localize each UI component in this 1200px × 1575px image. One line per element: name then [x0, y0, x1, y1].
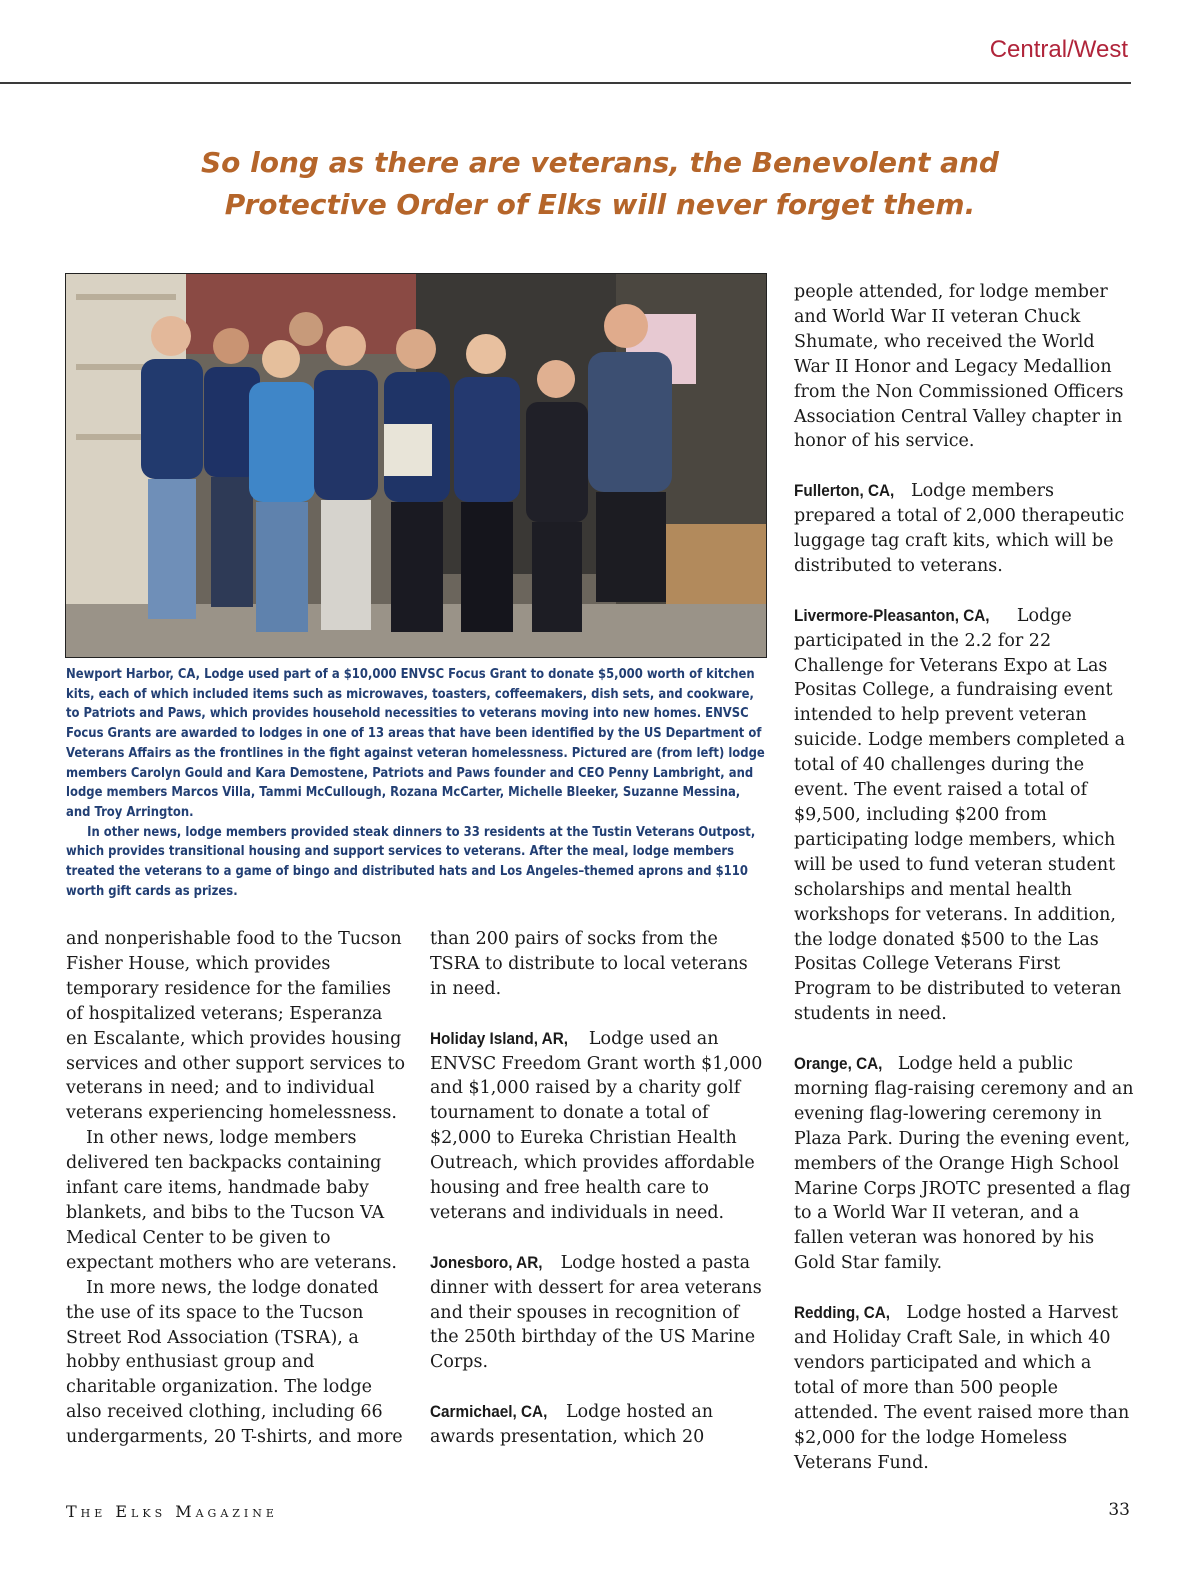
lodge-location: Carmichael, CA,: [430, 1402, 548, 1422]
paragraph-text: Lodge members prepared a total of 2,000 therapeutic luggage tag craft kits, which will be distributed to veterans.: [794, 481, 1125, 576]
paragraph: [794, 604, 1134, 1027]
paragraph: [794, 1052, 1134, 1276]
lodge-location: Fullerton, CA,: [794, 481, 895, 501]
paragraph-text: Lodge used an ENVSC Freedom Grant worth $1,000 and $1,000 raised by a charity golf tournament to donate a total of $2,000 to Eureka Christian Health Outreach, which provides affordable housing and free health care to veterans and individuals in need.: [430, 1028, 763, 1223]
pull-quote-line-1: So long as there are veterans, the Benevolent and: [201, 146, 999, 179]
paragraph-text: Lodge participated in the 2.2 for 22 Challenge for Veterans Expo at Las Positas College, a fundraising event intended to help prevent veteran suicide. Lodge members completed a total of 40 challenges during the event. The event raised a total of $9,500, including $200 from participating lodge members, which will be used to fund veteran student scholarships and mental health workshops for veterans. In addition, the lodge donated $500 to the Las Positas College Veterans First Program to be distributed to veteran students in need.: [794, 605, 1126, 1025]
caption-text: Lodge used part of a $10,000 ENVSC Focus Grant to donate $5,000 worth of kitchen kits, each of which included items such as microwaves, toasters, coffeemakers, dish sets, and cookware, to Patriots and Paws, which provides household necessities to veterans moving into new homes. ENVSC Focus Grants are awarded to lodges in one of 13 areas that have been identified by the US Department of Veterans Affairs as the frontlines in the fight against veteran homelessness. Pictured are (from left) lodge members Carolyn Gould and Kara Demostene, Patriots and Paws founder and CEO Penny Lambright, and lodge members Marcos Villa, Tammi McCullough, Rozana McCarter, Michelle Bleeker, Suzanne Messina, and Troy Arrington.: [66, 667, 765, 820]
lodge-location: Redding, CA,: [794, 1303, 891, 1323]
group-photo-icon: [66, 274, 767, 658]
paragraph-text: Lodge held a public morning flag-raising ceremony and an evening flag-lowering ceremony in Plaza Park. During the evening event, members of the Orange High School Marine Corps JROTC presented a flag to a World War II veteran, and a fallen veteran was honored by his Gold Star family.: [794, 1054, 1134, 1274]
photo-caption: [66, 665, 766, 901]
paragraph: [430, 1251, 770, 1376]
paragraph: In other news, lodge members delivered ten backpacks containing infant care items, handmade baby blankets, and bibs to the Tucson VA Medical Center to be given to expectant mothers who are veterans.: [66, 1128, 397, 1273]
article-column-3: [794, 280, 1134, 1475]
page-number: 33: [1108, 1500, 1130, 1520]
paragraph: [430, 1027, 770, 1226]
caption-location: Newport Harbor, CA,: [66, 667, 201, 682]
lodge-location: Jonesboro, AR,: [430, 1252, 543, 1272]
lodge-location: Holiday Island, AR,: [430, 1028, 569, 1048]
caption-paragraph: [66, 665, 766, 823]
article-column-1: [66, 927, 406, 1450]
article-column-2: [430, 927, 770, 1450]
paragraph: [794, 479, 1134, 579]
lodge-location: Livermore-Pleasanton, CA,: [794, 605, 990, 625]
paragraph: [794, 1301, 1134, 1475]
paragraph: and nonperishable food to the Tucson Fisher House, which provides temporary residence for the families of hospitalized veterans; Esperanza en Escalante, which provides housing services and other support services to veterans in need; and to individual veterans experiencing homelessness.: [66, 929, 406, 1124]
paragraph-text: Lodge hosted a Harvest and Holiday Craft Sale, in which 40 vendors participated and which a total of more than 500 people attended. The event raised more than $2,000 for the lodge Homeless Veterans Fund.: [794, 1303, 1130, 1473]
lodge-location: Orange, CA,: [794, 1054, 883, 1074]
pull-quote-line-2: Protective Order of Elks will never forget them.: [224, 188, 976, 221]
header-rule: [0, 82, 1131, 84]
paragraph-text: Lodge hosted an awards presentation, which 20: [430, 1402, 714, 1448]
magazine-name: The Elks Magazine: [66, 1502, 278, 1521]
paragraph: In more news, the lodge donated the use of its space to the Tucson Street Rod Association (TSRA), a hobby enthusiast group and charitable organization. The lodge also received clothing, including 66 undergarments, 20 T-shirts, and more: [66, 1277, 403, 1448]
caption-paragraph-2: In other news, lodge members provided steak dinners to 33 residents at the Tustin Veterans Outpost, which provides transitional housing and support services to veterans. After the meal, lodge members treated the veterans to a game of bingo and distributed hats and Los Angeles–themed aprons and $110 worth gift cards as prizes.: [66, 824, 756, 899]
section-label: Central/West: [989, 36, 1128, 63]
paragraph: people attended, for lodge member and World War II veteran Chuck Shumate, who received the World War II Honor and Legacy Medallion from the Non Commissioned Officers Association Central Valley chapter in honor of his service.: [794, 282, 1124, 452]
group-photo: [65, 273, 767, 658]
paragraph-text: Lodge hosted a pasta dinner with dessert for area veterans and their spouses in recognition of the 250th birthday of the US Marine Corps.: [430, 1252, 762, 1373]
pull-quote: [180, 142, 1020, 226]
paragraph: [430, 1400, 770, 1450]
paragraph: than 200 pairs of socks from the TSRA to distribute to local veterans in need.: [430, 929, 748, 999]
